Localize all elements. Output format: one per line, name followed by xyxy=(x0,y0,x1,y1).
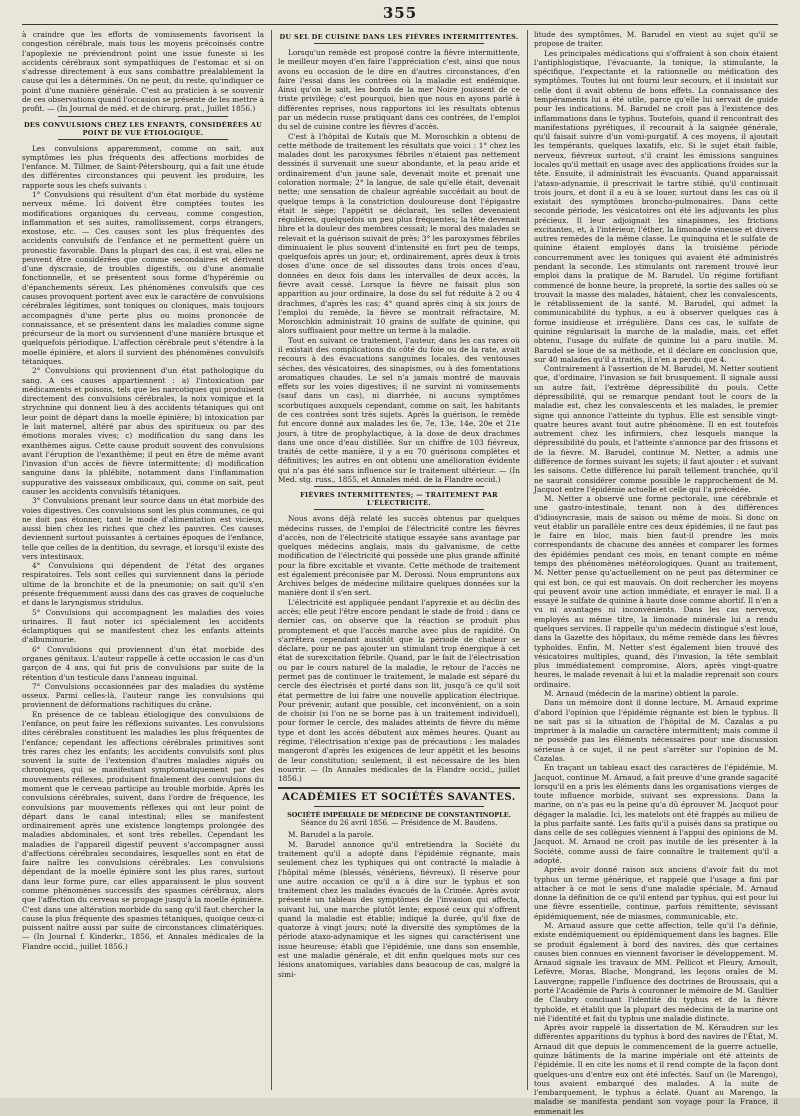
session-line: Séance du 26 avril 1856. — Présidence de M. Baudens. xyxy=(300,819,498,828)
article-separator xyxy=(314,43,484,44)
paragraph: Lorsqu'un remède est proposé contre la fièvre intermittente, le meilleur moyen d'en faire l'appréciation c'est, ainsi que nous avons eu occasion de le dire en d'autres circonstances, d'en faire l'essai dans les contrées où la maladie est endémique. Ainsi qu'on le sait, les bords de la mer Noire jouissent de ce triste privilège; c'est pourquoi, bien que nous en ayons parlé à différentes reprises, nous rapportons ici les résultats obtenus par un médecin russe pratiquant dans ces contrées, de l'emploi du sel de cuisine contre les fièvres d'accès. xyxy=(278,48,520,132)
paragraph: M. Arnaud assure que cette affection, telle qu'il l'a définie, existe endémiquement ou épidémiquement dans les bagnes. Elle se produit également à bord des navires, dès que certaines causes bien connues en viennent favoriser le développement. M. Arnaud signale les travaux de MM. Pellicot et Fleury, Arnoult, Lefèvre, Moras, Blache, Mongrand, les leçons orales de M. Lauvergne; rappelle l'influence des doctrines de Broussais, qui a porté l'Académie de Paris à couronner le mémoire de M. Gaultier de Claubry concluant l'identité du typhus et de la fièvre typhoïde, et établit que la plupart des médecins de la marine ont nié l'identité et fait du typhus une maladie distincte. xyxy=(534,921,778,1023)
column-divider xyxy=(527,30,528,1090)
paragraph: M. Barudel a la parole. xyxy=(288,830,374,840)
paragraph: Après avoir donné raison aux anciens d'avoir fait du mot typhus un terme générique, et rappelé que l'usage a fini par attacher à ce mot le sens d'une maladie spéciale, M. Arnaud donne la définition de ce qu'il entend par typhus, qui est pour lui une fièvre essentielle, continue, parfois rémittente, sévissant épidémiquement, née de miasmes, communicable, etc. xyxy=(534,865,778,921)
column-divider xyxy=(271,30,272,1090)
article-separator xyxy=(58,116,228,117)
paragraph: 5° Convulsions qui accompagnent les maladies des voies urinaires. Il faut noter ici spécialement les accidents éclamptiques qui se manifestent chez les enfants atteints d'albuminurie. xyxy=(22,607,264,645)
paragraph: En traçant un tableau exact des caractères de l'épidémie, M. Jacquot, continue M. Arnaud, a fait preuve d'une grande sagacité lorsqu'il en a pris les éléments dans les organisations vierges de toute influence morbide, suivant ses expressions. Dans la marine, on n'a pas eu la peine qu'a dû éprouver M. Jacquot pour dégager la maladie. Ici, les matelots ont été frappés au milieu de la plus parfaite santé. Les faits qu'il a puisés dans sa pratique ou dans celle de ses collègues viennent à l'appui des opinions de M. Jacquot. M. Arnaud ne croit pas inutile de les présenter à la Société, comme aussi de faire connaître le traitement qu'il a adopté. xyxy=(534,763,778,866)
article-body xyxy=(534,30,778,1116)
article-body xyxy=(278,514,520,783)
paragraph: Nous avons déjà relaté les succès obtenus par quelques médecins russes, de l'emploi de l'électricité contre les fièvres d'accès, non de l'électricité statique essayée sans avantage par quelques médecins anglais, mais du galvanisme, de cette modification de l'électricité qui possède une plus grande affinité pour la fibre excitable et vivante. Cette méthode de traitement est également préconisée par M. Derossi. Nous empruntons aux Archives belges de médecine militaire quelques données sur la manière dont il s'en sert. xyxy=(278,514,520,598)
column-1 xyxy=(22,30,264,1092)
paragraph: 7° Convulsions occasionnées par des maladies du système osseux. Parmi celles-là, l'auteur range les convulsions qui proviennent de déformations rachitiques du crâne. xyxy=(22,681,264,710)
section-title: DU SEL DE CUISINE DANS LES FIÈVRES INTERMITTENTES. xyxy=(279,33,519,41)
paragraph: Les convulsions apparemment, comme on sait, aux symptômes les plus fréquents des affections morbides de l'enfance. M. Tillmer, de Saint-Pétersbourg, qui a fait une étude des différentes circonstances qui peuvent les produire, les rapporte sous les chefs suivants : xyxy=(22,143,264,190)
article-body xyxy=(22,144,264,951)
header-rule xyxy=(22,24,778,25)
article-separator xyxy=(58,139,228,140)
paragraph: Après avoir rappelé la dissertation de M. Kéraudren sur les différentes apparitions du typhus à bord des navires de l'État, M. Arnaud dit que depuis le commencement de la guerre actuelle, quinze bâtiments de la marine impériale ont été atteints de l'épidémie. Il en cite les noms et il rend compte de la façon dont quelques-uns d'entre eux ont été infectés. Sauf un (le Marengo), tous avaient embarqué des malades. A la suite de l'embarquement, le typhus a éclaté. Quant au Marengo, la maladie se manifesta pendant son voyage pour la France, il emmenait les xyxy=(534,1023,778,1116)
paragraph: L'électricité est appliquée pendant l'apyrexie et au déclin des accès; elle peut l'être encore pendant le stade de froid : dans ce dernier cas, on observe que la réaction se produit plus promptement et que l'accès marche avec plus de rapidité. On s'arrêtera cependant aussitôt que la période de chaleur se déclare, pour ne pas ajouter un stimulant trop énergique à cet état de surexcitation fébrile. Quand, par le fait de l'électrisation ou par le cours naturel de la maladie, le retour de l'accès ne permet pas de continuer le traitement, le malade est séparé du cercle des électrisés et porté dans son lit, jusqu'à ce qu'il soit état permettre de lui faire une nouvelle application électrique. Pour prévenir, autant que possible, cet inconvénient, on a soin de choisir (si l'on ne se borne pas à un traitement individuel), pour former le cercle, des malades atteints de fièvre du même type et dont les accès débutent aux mêmes heures. Quant au régime, l'électrisation n'exige pas de précautions : les malades mangeront d'après les exigences de leur appétit et les besoins de leur constitution; seulement, il est nécessaire de les bien nourrir. — (In Annales médicales de la Flandre occid., juillet 1856.) xyxy=(278,597,520,784)
paragraph: 4° Convulsions qui dépendent de l'état des organes respiratoires. Tels sont celles qui surviennent dans la période ultime de la bronchite et de la pneumonie; on sait qu'il s'en présente fréquemment aussi dans des cas graves de coqueluche et dans le laryngismus stridulus. xyxy=(22,561,264,608)
paragraph: Les principales médications qui s'offraient à son choix étaient l'antiphlogistique, l'évacuante, la tonique, la stimulante, la spécifique, l'expectante et la rationnelle ou médication des symptômes. Toutes lui ont fourni leur secours, et il insistait sur celle dont il avait obtenu de bons effets. La connaissance des tempéraments lui a été utile, parce qu'elle lui servait de guide pour les indications. M. Barudel ne croit pas à l'existence des inflammations dans le typhus. Toutefois, quand il rencontrait des manifestations pyrétiques, il recourait à la saignée générale, qu'il faisait suivre d'un vomi-purgatif. A ces moyens, il ajoutait les tempérants, quelques laxatifs, etc. Si le sujet était faible, nerveux, fiévreux surtout, s'il craint les émissions sanguines locales qu'il mettait en usage avec des applications froides sur la tête. Ensuite, il administrait les évacuants. Quand apparaissait l'ataxo-adynamie, il prescrivait le tartre stibié, qu'il continuait trois jours, et dont il a eu à se louer, surtout dans les cas où il existait des symptômes broncho-pulmonaires. Dans cette seconde période, les vésicatoires ont été les adjuvants les plus précieux. Il leur adjoignait les sinapismes, les frictions excitantes, et, à l'intérieur, l'éther, la limonade vineuse et divers autres remèdes de la même classe. Le quinquina et le sulfate de quinine étaient employés dans la troisième période concurremment avec les toniques qui avaient été administrés pendant la seconde. Les stimulants ont rarement trouvé leur emploi dans la pratique de M. Barudel. Un régime fortifiant commencé de bonne heure, la propreté, la sortie des salles où se trouvait la masse des malades, hâtaient, chez les convalescents, le rétablissement de la santé. M. Barudel, qui admet la communicabilité du typhus, a eu à observer quelques cas à forme insidieuse et irrégulière. Dans ces cas, le sulfate de quinine régularisait la marche de la maladie, mais, cet effet obtenu, l'usage du sulfate de quinine lui a paru inutile. M. Barudel se loue de sa méthode, et il déclare en conclusion que, sur 40 malades qu'il a traités, il n'en a perdu que 4. xyxy=(534,48,778,364)
paragraph: 6° Convulsions qui proviennent d'un état morbide des organes génitaux. L'auteur rappelle à cette occasion le cas d'un garçon de 4 ans, qui fut pris de convulsions par suite de la rétention d'un testicule dans l'anneau inguinal. xyxy=(22,644,264,682)
academies-heading: ACADÉMIES ET SOCIÉTÉS SAVANTES. xyxy=(282,792,516,804)
article-separator xyxy=(314,486,484,487)
paragraph: 1° Convulsions qui résultent d'un état morbide du système nerveux même. Ici doivent être comptées toutes les modifications organiques du cerveau, comme congestion, inflammation et ses suites, ramollissement, corps étrangers, exostose, etc. — Ces causes sont les plus fréquentes des accidents convulsifs de l'enfance et ne permettent guère un pronostic favorable. Dans la plupart des cas, il est vrai, elles ne peuvent être considérées que comme secondaires et dérivent d'une dyscrasie, de troubles digestifs, ou d'une anomalie fonctionnelle, et se présentent sous forme d'hypérémie ou d'épanchements séreux. Les phénomènes convulsifs que ces causes provoquent portent avec eux le caractère de convulsions cérébrales légitimes, sont toniques ou cloniques, mais toujours accompagnés d'une perte plus ou moins prononcée de connaissance, et se présentent dans les maladies comme signe précurseur de la mort ou surviennent d'une manière brusque et quelquefois périodique. L'affection cérébrale peut s'étendre à la moelle épinière, et alors il survient des phénomènes convulsifs tétaniques. xyxy=(22,189,264,366)
paragraph: M. Netter a observé une forme pectorale, une cérébrale et une gastro-intestinale, tenant non à des différences d'idiosyncrasie, mais de saison ou même de mois. Si donc on veut établir un parallèle entre ces deux épidémies, il ne faut pas le faire en bloc, mais bien faut-il prendre les mois correspondants de chacune des années et comparer les formes des épidémies pendant ces mois, en tenant compte en même temps des phénomènes météorologiques. Quant au traitement, M. Netter pense qu'actuellement on ne peut pas déterminer ce qui est bon, ce qui est mauvais. On doit rechercher les moyens qui peuvent avoir une action immédiate, et enrayer le mal. Il a essayé le sulfate de quinine à haute dose comme abortif. Il n'en a vu ni avantages ni inconvénients. Dans les cas nerveux, employés au même titre, la limonade minérale lui a rendu quelques services. Il rappelle qu'un médecin distingué s'est loué, dans la Gazette des hôpitaux, du même remède dans les fièvres typhoïdes. Enfin, M. Netter s'est également bien trouvé des vésicatoires multiples, quand, dès l'invasion, la tête semblait plus immédiatement compromise. Alors, après vingt-quatre heures, le malade revenait à lui et la maladie reprenait son cours ordinaire. xyxy=(534,494,778,689)
article-body xyxy=(278,48,520,484)
paragraph: 3° Convulsions prenant leur source dans un état morbide des voies digestives. Ces convulsions sont les plus communes, ce qui ne doit pas étonner, tant le mode d'alimentation est vicieux, aussi bien chez les riches que chez les pauvres. Ces causes deviennent surtout puissantes à certaines époques de l'enfance, telle que celles de la dentition, du sevrage, et lorsqu'il existe des vers intestinaux. xyxy=(22,496,264,561)
article-body xyxy=(278,830,520,979)
paragraph: 2° Convulsions qui proviennent d'un état pathologique du sang. A ces causes appartiennent : a) l'intoxication par médicaments et poisons, tels que les narcotiques qui produisent directement des convulsions cérébrales, la noix vomique et la strychnine qui donnent lieu à des accidents tétaniques qui ont leur point de départ dans la moelle épinière; b) intoxication par le lait maternel, altéré par abus des spiritueux ou par des émotions morales vives; c) modification du sang dans les exanthèmes aigus. Cette cause produit souvent des convulsions avant l'éruption de l'exanthème; il peut en être de même avant l'invasion d'un accès de fièvre intermittente; d) modification sanguine dans la phlébite, notamment dans l'inflammation suppurative des vaisseaux ombilicaux, qui, comme on sait, peut causer les accidents convulsifs tétaniques. xyxy=(22,366,264,496)
section-title: DES CONVULSIONS CHEZ LES ENFANTS, CONSIDÉRÉES AU POINT DE VUE ÉTIOLOGIQUE. xyxy=(23,120,263,137)
society-heading: SOCIÉTÉ IMPÉRIALE DE MÉDECINE DE CONSTANTINOPLE. xyxy=(287,811,511,820)
paragraph: M. Arnaud (médecin de la marine) obtient la parole. xyxy=(544,688,739,698)
paragraph: C'est à l'hôpital de Kutaïs que M. Moroschkin a obtenu de cette méthode de traitement les résultats que voici : 1° chez les malades dont les paroxysmes fébriles n'étaient pas nettement dessinés il survenait une sueur abondante, et la peau aride et ordinairement d'un jaune sale, devenait moite et prenait une coloration normale; 2° la langue, de sale qu'elle était, devenait nette; une sensation de chaleur agréable succédait au bout de quelque temps à la constriction douloureuse dont l'épigastre était le siège; l'appétit se déclarait, les selles devenaient régulières, quelquefois un peu plus fréquentes; la tête devenait libre et la douleur des membres cessait; le moral des malades se relevait et la guérison suivait de près; 3° les paroxysmes fébriles diminuaient le plus souvent d'intensité en fort peu de temps, quelquefois après un jour; et, ordinairement, après deux à trois doses d'une once de sel dissoutes dans trois onces d'eau, données en deux fois dans les intervalles de deux accès, la fièvre avait cessé. Lorsque la fièvre ne faisait plus son apparition au jour ordinaire, la dose du sel fut réduite à 2 ou 4 drachmes, d'après les cas; 4° quand après cinq à six jours de l'emploi du remède, la fièvre se montrait réfractaire, M. Moroschkin administrait 10 grains de sulfate de quinine, qui alors suffisaient pour mettre un terme à la maladie. xyxy=(278,131,520,336)
column-2 xyxy=(278,30,520,1092)
paragraph: litude des symptômes, M. Barudel en vient au sujet qu'il se propose de traiter. xyxy=(534,30,778,49)
section-break xyxy=(278,787,520,789)
paragraph: Dans un mémoire dont il donne lecture, M. Arnaud exprime d'abord l'opinion que l'épidémie régnante est bien le typhus. Il ne sait pas si la situation de l'hôpital de M. Cazalas a pu imprimer à la maladie un caractère intermittent; mais comme il ne possède pas les éléments nécessaires pour une discussion sérieuse à ce sujet, il ne peut s'arrêter sur l'opinion de M. Cazalas. xyxy=(534,698,778,763)
paragraph: Contrairement à l'assertion de M. Barudel, M. Netter soutient que, d'ordinaire, l'invasion se fait brusquement. Il signale aussi un autre fait, l'extrême dépressibilité du pouls. Cette dépressibilité, qui se remarque pendant tout le cours de la maladie est, chez les convalescents et les malades, le premier signe qui annonce l'atteinte du typhus. Elle est sensible vingt-quatre heures avant tout autre phénomène. Il en est toutefois autrement chez les infirmiers, chez lesquels manque la dépressibilité du pouls, et l'atteinte s'annonce par des frissons et de la fièvre. M. Barudel, continue M. Netter, a admis une différence de formes suivant les sujets; il faut ajouter : et suivant les saisons. Cette différence lui paraît tellement tranchée, qu'il ne saurait considérer comme possible le rapprochement de M. Jacquot entre l'épidémie actuelle et celle qui l'a précédée. xyxy=(534,364,778,494)
article-text: à craindre que les efforts de vomissements favorisent la congestion cérébrale, mais tous les moyens précoinsés contre l'apoplexie ne préviendront point une issue funeste si les accidents cérébraux sont sympathiques de l'estomac et si on s'adresse directement à eux sans combattre préalablement la cause qui les a déterminés. On ne peut, du reste, qu'indiquer ce point d'une manière générale. C'est au praticien à se souvenir de ces observations quand l'occasion se présente de les mettre à profit. — (In Journal de méd. et de chirurg. prat., Juillet 1856.) xyxy=(22,30,264,114)
paragraph: Tout en suivant ce traitement, l'auteur, dans les cas rares où il existait des complications du côté du foie ou de la rate, avait recours à des évacuations sanguines locales, des ventouses sèches, des vésicatoires, des sinapismes, ou à des fomentations aromatiques chaudes. Le sel n'a jamais montré de mauvais effets sur les voies digestives; il ne survint ni vomissements (sauf dans un cas), ni diarrhée, ni aucuns symptômes scorbutiques auxquels cependant, comme on sait, les habitants de ces contrées sont très sujets. Après la guérison, le remède fut encore donné aux malades les 6e, 7e, 13e, 14e, 20e et 21e jours, à titre de prophylactique, à la dose de deux drachmes dans une once d'eau distillée. Sur un chiffre de 103 fiévreux, traités de cette manière, il y a eu 70 guérisons complètes et définitives; les autres en ont obtenu une amélioration évidente qui n'a pas été sans influence sur le traitement ultérieur. — (In Med. stg. russ., 1855, et Annales méd. de la Flandre occid.) xyxy=(278,335,520,484)
section-title: FIÈVRES INTERMITTENTES; — TRAITEMENT PAR L'ÉLECTRICITÉ. xyxy=(300,491,498,508)
page-number: 355 xyxy=(382,4,418,22)
column-3 xyxy=(534,30,778,1116)
article-separator xyxy=(314,806,484,807)
paragraph: M. Barudel annonce qu'il entretiendra la Société du traitement qu'il a adopté dans l'épidémie régnante, mais seulement chez les typhiques qui ont contracté la maladie à l'hôpital même (blessés, vénériens, fiévreux). Il réserve pour une autre occasion ce qu'il a à dire sur le typhus et son traitement chez les malades évacués de la Crimée. Après avoir présenté un tableau des symptômes de l'invasion qui affecta, suivant lui, une marche plutôt lente; exposé ceux qui s'offrent quand la maladie est établie; indiqué la durée, qu'il fixe de quatorze à vingt jours; noté la diversité des symptômes de la période ataxo-adynamique et les signes qui caractérisent une issue heureuse; établi que l'épidémie, une dans son ensemble, est une maladie générale, et dit enfin quelques mots sur ces lésions anatomiques, variables dans beaucoup de cas, malgré la simi- xyxy=(278,839,520,979)
article-separator xyxy=(314,509,484,510)
paragraph: En présence de ce tableau étiologique des convulsions de l'enfance, on peut faire les réflexions suivantes. Les convulsions dites cérébrales constituent les maladies les plus fréquentes de l'enfance; cependant les affections cérébrales primitives sont très rares chez les enfants; les accidents convulsifs sont plus souvent la suite de l'extension d'autres maladies aiguës ou chroniques, qui se manifestant symptomatiquement par des mouvements réflexes, produisent finalement des convulsions du moment que le cerveau participe au trouble morbide. Après les convulsions cérébrales, suivent, dans l'ordre de fréquence, les convulsions par mouvements réflexes qui ont leur point de départ dans le canal intestinal; elles se manifestent ordinairement après une existence longtemps prolongée des maladies abdominales, et sont très rebelles. Cependant les maladies de l'appareil digestif peuvent s'accompagner aussi d'affections cérébrales secondaires, lesquelles sont en état de faire naître les convulsions cérébrales. Les convulsions dépendant de la moelle épinière sont les plus rares, surtout dans leur forme pure, car elles apparaissent le plus souvent comme phénomènes successifs des spasmes cérébraux, alors que l'affection du cerveau se propage jusqu'à la moelle épinière. C'est dans une altération morbide du sang qu'il faut chercher la cause la plus fréquente des spasmes tétaniques, quoique ceux-ci puissent naître aussi par suite de circonstances climatériques. — (In Journal f. Kinderkr., 1856, et Annales médicales de la Flandre occid., juillet 1856.) xyxy=(22,709,264,951)
